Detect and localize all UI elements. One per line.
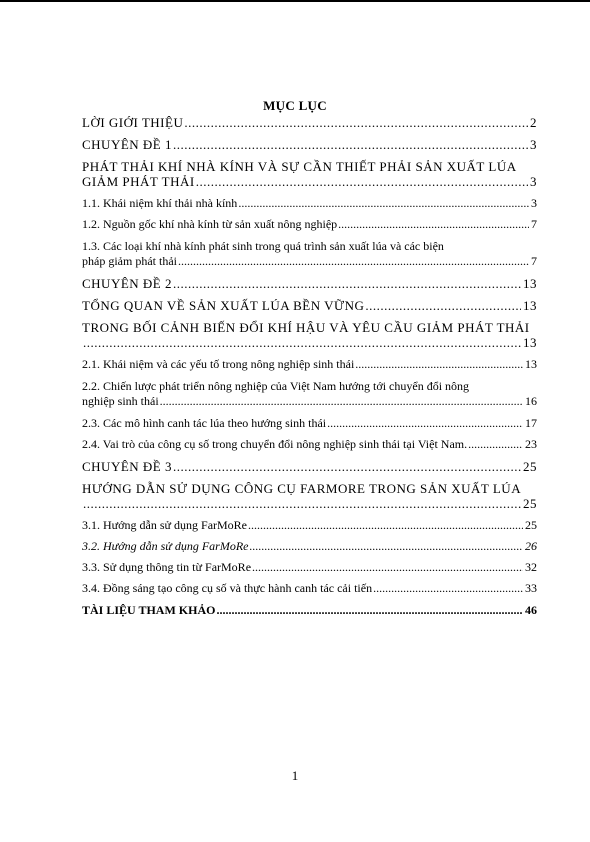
toc-dot-leader <box>252 560 523 575</box>
toc-entry[interactable] <box>82 217 537 232</box>
toc-entry-title: 1.1. Khái niệm khí thải nhà kính <box>82 196 238 210</box>
toc-entry-title: 3.1. Hướng dẫn sử dụng FarMoRe <box>82 518 248 532</box>
toc-dot-leader <box>365 298 521 313</box>
toc-dot-leader <box>160 394 523 409</box>
toc-entry[interactable] <box>82 320 537 350</box>
toc-dot-leader <box>238 196 529 211</box>
toc-entry-page: 25 <box>525 518 537 532</box>
toc-dot-leader <box>248 518 523 533</box>
page-number: 1 <box>291 768 299 783</box>
toc-entry-title: GIẢM PHÁT THẢI <box>82 174 195 189</box>
toc-entry-title: nghiệp sinh thái <box>82 394 159 408</box>
toc-entry-page: 13 <box>523 298 537 313</box>
toc-entry-page: 17 <box>525 416 537 430</box>
toc-entry[interactable] <box>82 357 537 372</box>
toc-entry-title: 2.1. Khái niệm và các yếu tố trong nông nghiệp sinh thái <box>82 357 355 371</box>
toc-entry-page: 23 <box>525 437 537 451</box>
toc-dot-leader <box>338 217 529 232</box>
toc-dot-leader <box>216 603 523 618</box>
toc-entry-page: 26 <box>525 539 537 553</box>
toc-dot-leader <box>83 335 521 350</box>
toc-dot-leader <box>173 137 528 152</box>
toc-entry[interactable] <box>82 416 537 431</box>
toc-entry[interactable] <box>82 581 537 596</box>
toc-entry-page: 2 <box>530 115 537 130</box>
page-title: MỤC LỤC <box>263 98 327 113</box>
toc-entry-title-line: PHÁT THẢI KHÍ NHÀ KÍNH VÀ SỰ CẦN THIẾT PHẢI SẢN XUẤT LÚA <box>82 159 517 174</box>
toc-entry-page: 7 <box>531 217 537 231</box>
toc-entry-title: 3.3. Sử dụng thông tin từ FarMoRe <box>82 560 252 574</box>
toc-entry-title: 3.2. Hướng dẫn sử dụng FarMoRe <box>82 539 249 553</box>
toc-entry-page: 33 <box>525 581 537 595</box>
toc-dot-leader <box>173 459 521 474</box>
toc-entry-title: 2.3. Các mô hình canh tác lúa theo hướng sinh thái <box>82 416 327 430</box>
toc-entry[interactable] <box>82 159 537 189</box>
toc-entry[interactable] <box>82 459 537 474</box>
toc-entry-title: CHUYÊN ĐỀ 2 <box>82 276 172 291</box>
toc-entry-page: 46 <box>525 603 537 617</box>
toc-entry[interactable] <box>82 481 537 511</box>
toc-entry-title-line: TRONG BỐI CẢNH BIẾN ĐỔI KHÍ HẬU VÀ YÊU CẦU GIẢM PHÁT THẢI <box>82 320 530 335</box>
toc-dot-leader <box>373 581 523 596</box>
toc-entry-title: LỜI GIỚI THIỆU <box>82 115 184 130</box>
toc-entry-page: 13 <box>525 357 537 371</box>
toc-entry-title: CHUYÊN ĐỀ 3 <box>82 459 172 474</box>
toc-entry-title: 3.4. Đồng sáng tạo công cụ số và thực hành canh tác cải tiến <box>82 581 373 595</box>
toc-entry[interactable] <box>82 379 537 409</box>
toc-dot-leader <box>196 174 528 189</box>
toc-entry-title: CHUYÊN ĐỀ 1 <box>82 137 172 152</box>
toc-dot-leader <box>355 357 523 372</box>
top-border-line <box>0 0 590 2</box>
toc-entry-title: TỔNG QUAN VỀ SẢN XUẤT LÚA BỀN VỮNG <box>82 298 365 313</box>
toc-dot-leader <box>468 437 523 452</box>
toc-entry-page: 13 <box>523 276 537 291</box>
toc-entry-title-line: HƯỚNG DẪN SỬ DỤNG CÔNG CỤ FARMORE TRONG SẢN XUẤT LÚA <box>82 481 522 496</box>
toc-entry[interactable] <box>82 603 537 618</box>
toc-entry[interactable] <box>82 137 537 152</box>
toc-entry-page: 32 <box>525 560 537 574</box>
toc-entry-page: 3 <box>531 196 537 210</box>
toc-entry-page: 7 <box>531 254 537 268</box>
toc-entry-title-line: 2.2. Chiến lược phát triển nông nghiệp của Việt Nam hướng tới chuyển đổi nông <box>82 379 470 393</box>
toc-entry-page: 3 <box>530 137 537 152</box>
toc-entry-title: 1.2. Nguồn gốc khí nhà kính từ sản xuất nông nghiệp <box>82 217 338 231</box>
toc-entry-page: 3 <box>530 174 537 189</box>
toc-entry-title: TÀI LIỆU THAM KHẢO <box>82 603 216 617</box>
toc-dot-leader <box>327 416 523 431</box>
toc-entry-title-line: 1.3. Các loại khí nhà kính phát sinh trong quá trình sản xuất lúa và các biện <box>82 239 444 253</box>
toc-dot-leader <box>249 539 523 554</box>
toc-entry-title: pháp giảm phát thải <box>82 254 177 268</box>
toc-entry-page: 16 <box>525 394 537 408</box>
toc-entry[interactable] <box>82 298 537 313</box>
toc-entry-page: 13 <box>523 335 537 350</box>
toc-dot-leader <box>184 115 528 130</box>
toc-dot-leader <box>178 254 529 269</box>
toc-entry-title: 2.4. Vai trò của công cụ số trong chuyển đổi nông nghiệp sinh thái tại Việt Nam. <box>82 437 468 451</box>
toc-entry[interactable] <box>82 518 537 533</box>
toc-dot-leader <box>173 276 521 291</box>
toc-entry[interactable] <box>82 276 537 291</box>
toc-entry-page: 25 <box>523 496 537 511</box>
toc-entry[interactable] <box>82 196 537 211</box>
toc-entry[interactable] <box>82 539 537 554</box>
toc-entry[interactable] <box>82 437 537 452</box>
toc-entry[interactable] <box>82 239 537 269</box>
toc-entry[interactable] <box>82 115 537 130</box>
toc-entry[interactable] <box>82 560 537 575</box>
toc-entry-page: 25 <box>523 459 537 474</box>
toc-dot-leader <box>83 496 521 511</box>
